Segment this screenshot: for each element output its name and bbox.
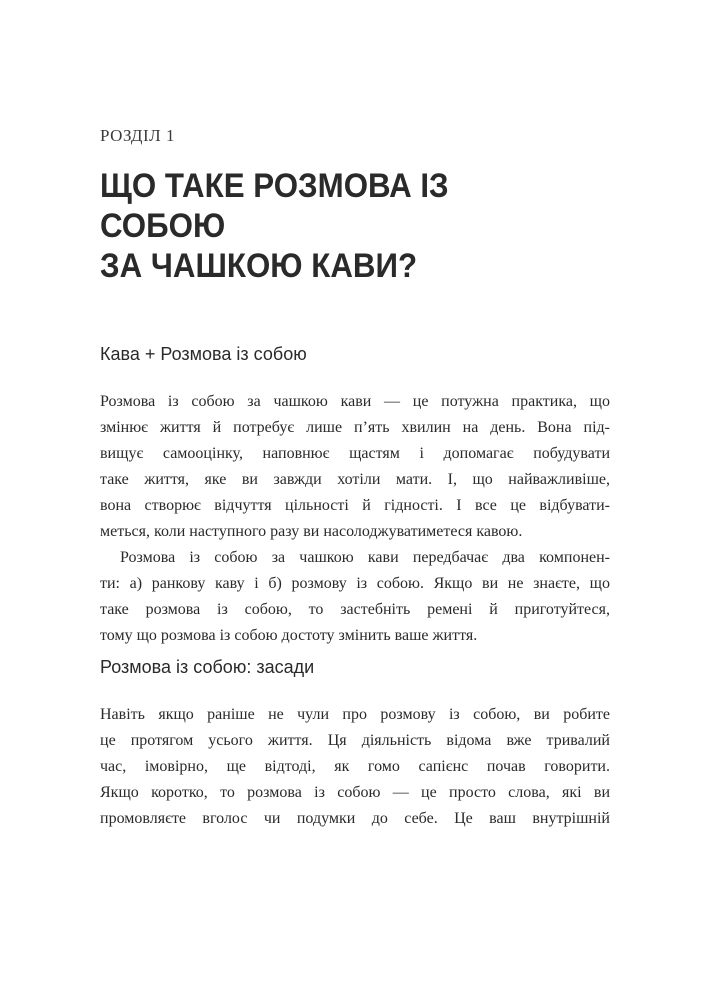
section-heading: Кава + Розмова із собою: [100, 344, 307, 364]
text-line: таке розмова із собою, то застебніть ремені й приготуйтеся,: [100, 601, 610, 618]
text-line: меться, коли наступного разу ви насолоджуватиметеся кавою.: [100, 523, 523, 540]
text-line: Розмова із собою за чашкою кави передбачає два компонен-: [120, 549, 610, 566]
text-line: промовляєте вголос чи подумки до себе. Це ваш внутрішній: [100, 810, 610, 827]
chapter-title-line: ЗА ЧАШКОЮ КАВИ?: [100, 247, 418, 285]
chapter-title-line: ЩО ТАКЕ РОЗМОВА ІЗ СОБОЮ: [100, 167, 449, 245]
text-line: Навіть якщо раніше не чули про розмову із собою, ви робите: [100, 706, 610, 723]
text-line: таке життя, яке ви завжди хотіли мати. І, що найважливіше,: [100, 471, 610, 488]
text-line: ти: а) ранкову каву і б) розмову із собою. Якщо ви не знаєте, що: [100, 575, 610, 592]
text-line: це протягом усього життя. Ця діяльність відома вже тривалий: [100, 732, 610, 749]
chapter-label: РОЗДІЛ 1: [100, 126, 175, 145]
section-text: [100, 702, 610, 832]
chapter-title: [100, 166, 578, 286]
section-heading: Розмова із собою: засади: [100, 657, 315, 677]
text-line: вищує самооцінку, наповнює щастям і допомагає побудувати: [100, 445, 610, 462]
text-line: тому що розмова із собою достоту змінить ваше життя.: [100, 627, 478, 644]
text-line: час, імовірно, ще відтоді, як гомо сапієнс почав говорити.: [100, 758, 610, 775]
text-line: змінює життя й потребує лише п’ять хвилин на день. Вона під-: [100, 419, 610, 436]
section-text: [100, 389, 610, 649]
text-line: вона створює відчуття цільності й гідності. І все це відбувати-: [100, 497, 610, 514]
text-line: Розмова із собою за чашкою кави — це потужна практика, що: [100, 393, 610, 410]
text-line: Якщо коротко, то розмова із собою — це просто слова, які ви: [100, 784, 610, 801]
